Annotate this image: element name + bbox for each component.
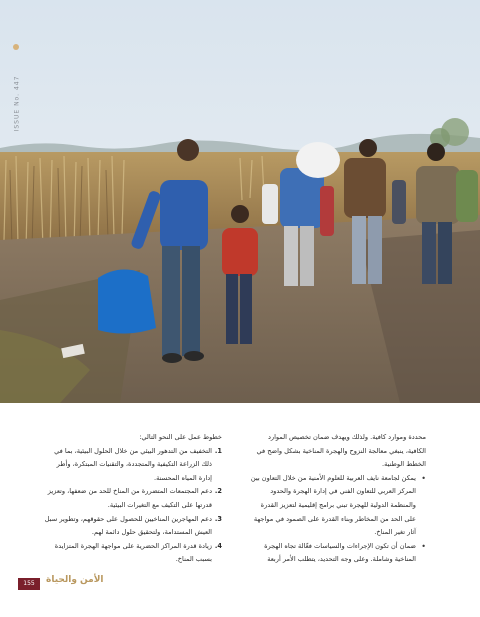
item-text: دعم المجتمعات المتضررة من المناخ للحد من ضعفها، وتعزيز قدرتها على التكيف مع التغيرات البيئية. bbox=[47, 487, 212, 509]
item-number: 4. bbox=[214, 541, 222, 550]
item-text: دعم المهاجرين المناخيين للحصول على حقوقهم، وتطوير سبل العيش المستدامة، ولتحقيق حلول دائمة لهم. bbox=[44, 514, 212, 537]
issue-label: ISSUE No. 447 bbox=[13, 75, 21, 132]
issue-number-vertical bbox=[8, 75, 26, 138]
numbered-item bbox=[44, 485, 222, 512]
list-heading: خطوط عمل على النحو التالي: bbox=[139, 433, 222, 441]
bullet-item: • يمكن لجامعة نايف العربية للعلوم الأمنية من خلال التعاون بين المركز العربي للتعاون الفني في إدارة الهجرة والحدود والمنظمة الدولية للهجرة تبني برامج إقليمية لتعزيز القدرة على الحد من المخاطر وبناء القدرة على الصمود في مواجهة آثار تغير المناخ. bbox=[248, 472, 426, 540]
right-text-column bbox=[248, 431, 426, 567]
numbered-item bbox=[44, 513, 222, 540]
magazine-title: الأمن والحياة bbox=[46, 575, 104, 585]
left-text-column bbox=[44, 431, 222, 567]
item-number: 2. bbox=[214, 487, 222, 496]
bullet-item: • ضمان أن تكون الإجراءات والسياسات فعّالة تجاه الهجرة المناخية وشاملة. وعلى وجه التحديد، يتطلب الأمر أربعة bbox=[248, 540, 426, 567]
page-number-badge: 155 bbox=[18, 578, 40, 590]
item-text: التخفيف من التدهور البيئي من خلال الحلول البيئية، بما في ذلك الزراعة التكيفية والمتجددة، والتقنيات المبتكرة، وأطر إدارة المياه المحسنة. bbox=[54, 446, 212, 482]
numbered-item bbox=[44, 445, 222, 486]
item-number: 3. bbox=[214, 514, 222, 523]
item-text: زيادة قدرة المراكز الحضرية على مواجهة الهجرة المتزايدة بسبب المناخ. bbox=[54, 541, 212, 564]
intro-paragraph: محددة وموارد كافية. ولذلك ويهدف ضمان تخصيص الموارد الكافية، ينبغي معالجة النزوح والهجرة المناخية بشكل واضح في الخطط الوطنية. bbox=[256, 433, 426, 469]
numbered-item bbox=[44, 540, 222, 567]
issue-decoration-dot bbox=[13, 44, 19, 50]
item-number: 1. bbox=[214, 446, 222, 455]
